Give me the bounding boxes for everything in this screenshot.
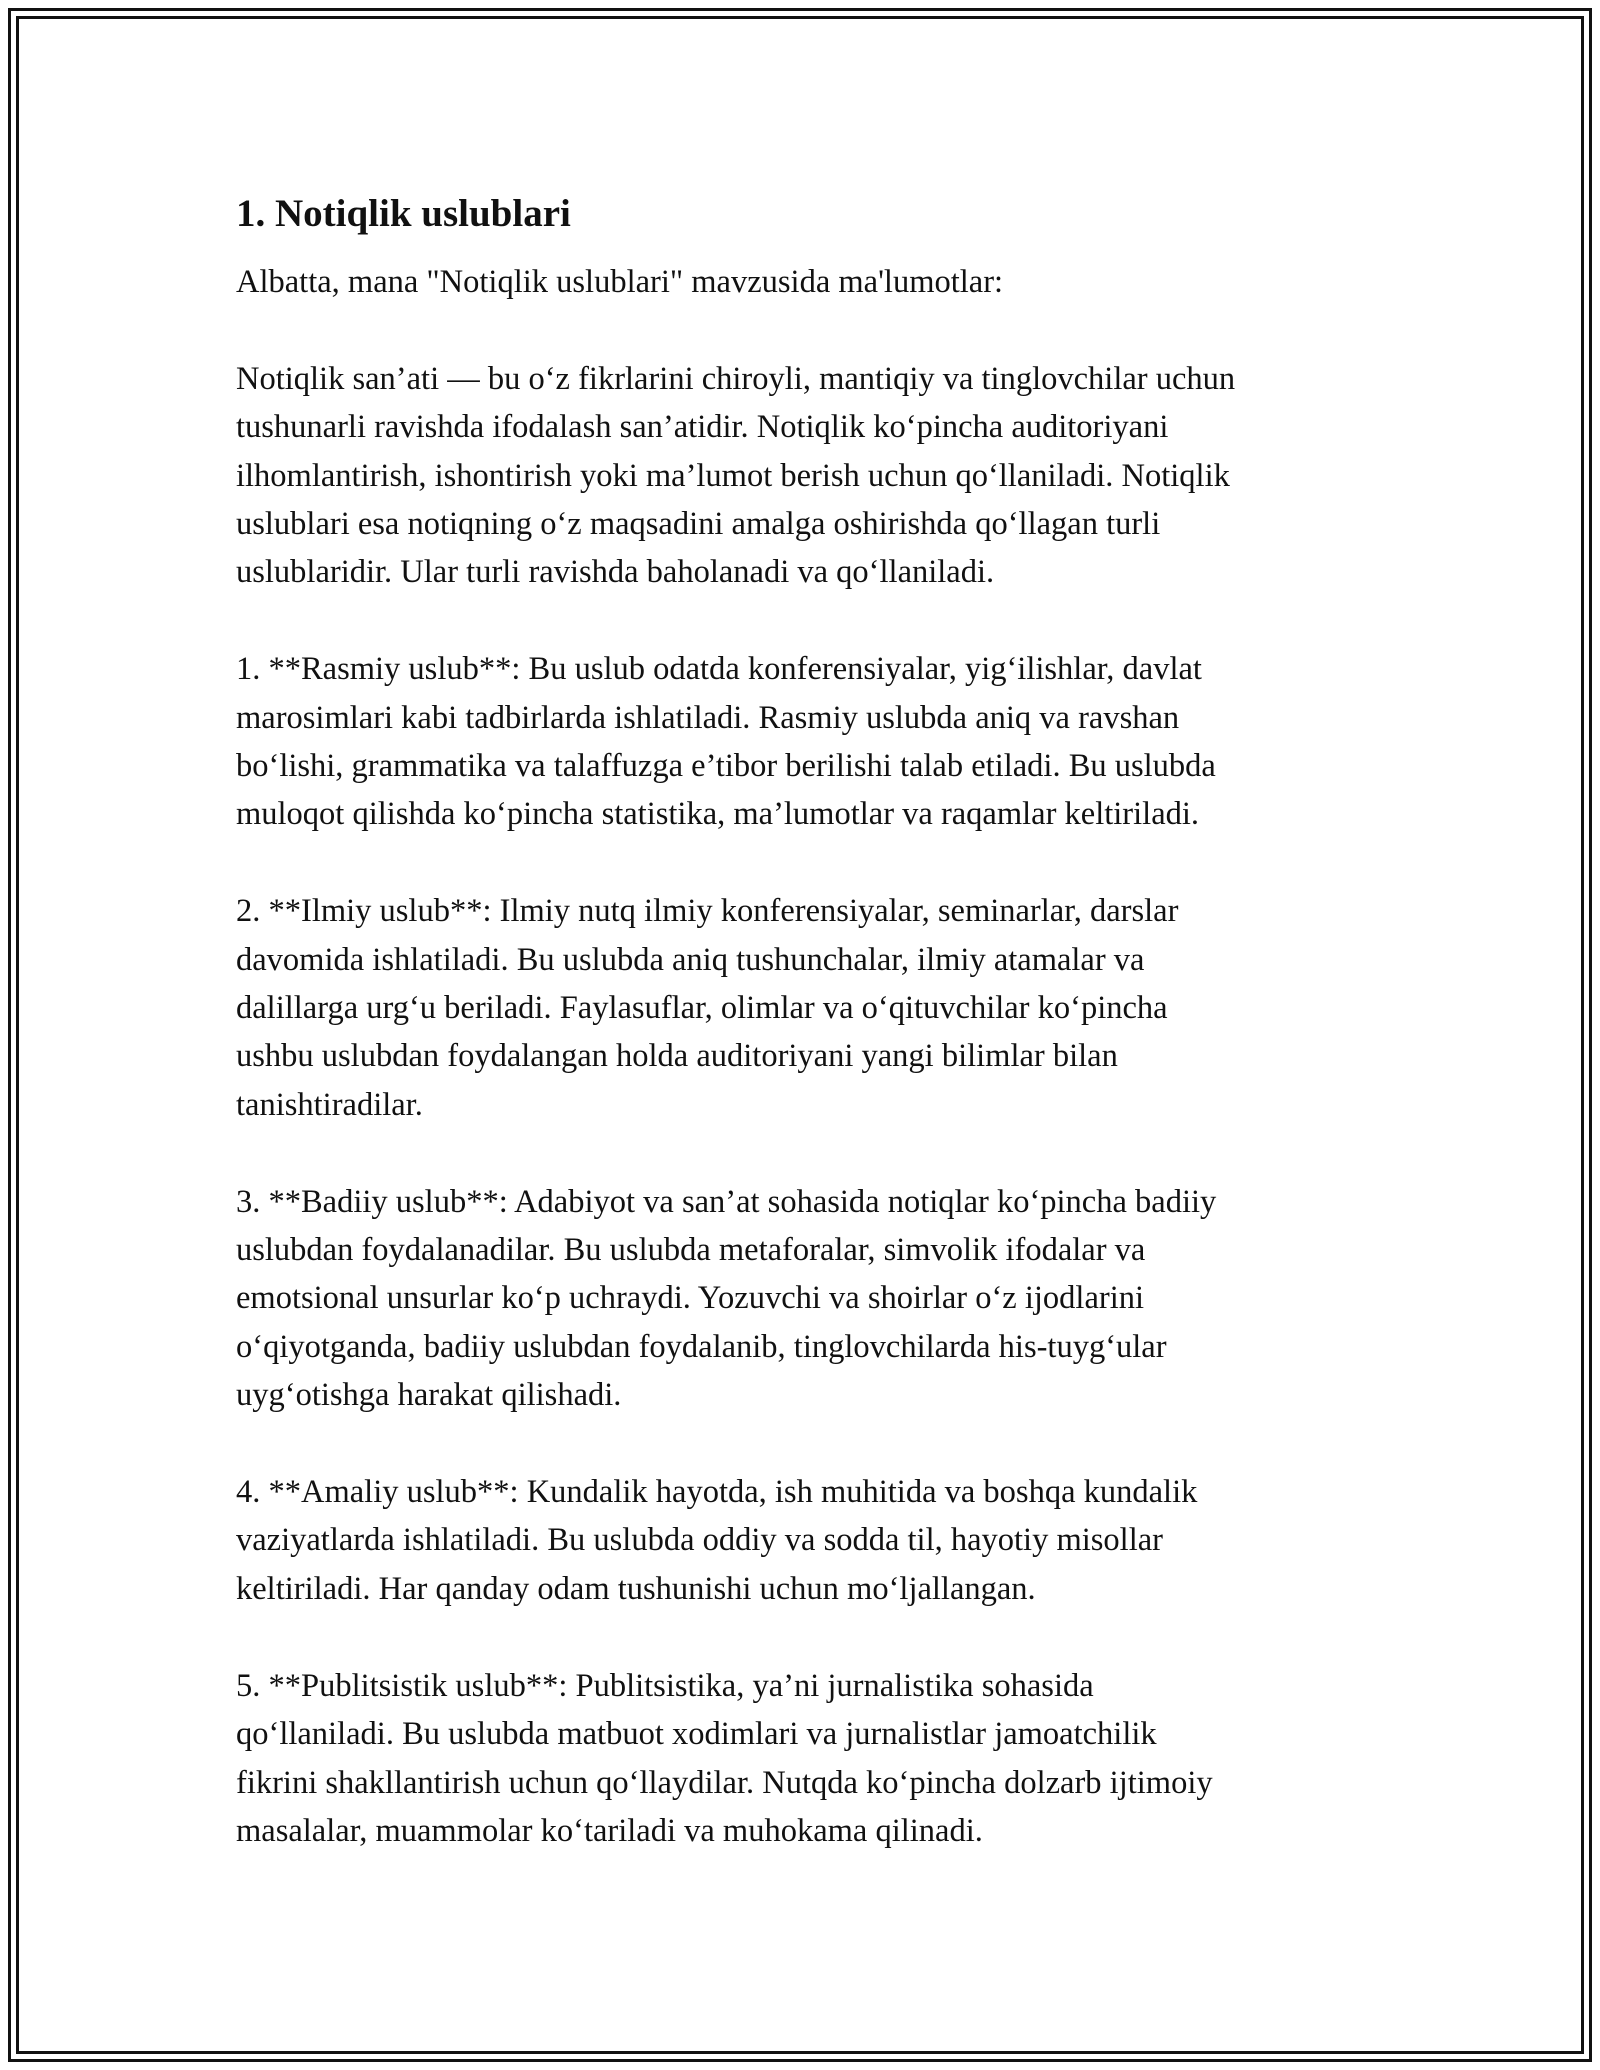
text-line: masalalar, muammolar ko‘tariladi va muhokama qilinadi. (236, 1812, 983, 1849)
text-line: tanishtiradilar. (236, 1086, 423, 1123)
text-line: keltiriladi. Har qanday odam tushunishi uchun mo‘ljallangan. (236, 1570, 1036, 1607)
body-paragraph (236, 355, 1386, 597)
text-line: 2. **Ilmiy uslub**: Ilmiy nutq ilmiy konferensiyalar, seminarlar, darslar (236, 893, 1179, 930)
document-body (236, 188, 1386, 1855)
paragraph-list (236, 258, 1386, 1855)
text-line: bo‘lishi, grammatika va talaffuzga e’tibor berilishi talab etiladi. Bu uslubda (236, 748, 1216, 785)
text-line: ilhomlantirish, ishontirish yoki ma’lumot berish uchun qo‘llaniladi. Notiqlik (236, 457, 1230, 494)
text-line: fikrini shakllantirish uchun qo‘llaydilar. Nutqda ko‘pincha dolzarb ijtimoiy (236, 1764, 1213, 1801)
text-line: o‘qiyotganda, badiiy uslubdan foydalanib, tinglovchilarda his-tuyg‘ular (236, 1328, 1167, 1365)
document-title: 1. Notiqlik uslublari (236, 192, 571, 235)
body-paragraph (236, 1662, 1386, 1856)
text-line: tushunarli ravishda ifodalash san’atidir. Notiqlik ko‘pincha auditoriyani (236, 409, 1169, 446)
text-line: 1. **Rasmiy uslub**: Bu uslub odatda konferensiyalar, yig‘ilishlar, davlat (236, 651, 1202, 688)
text-line: muloqot qilishda ko‘pincha statistika, ma’lumotlar va raqamlar keltiriladi. (236, 796, 1200, 833)
text-line: 4. **Amaliy uslub**: Kundalik hayotda, ish muhitida va boshqa kundalik (236, 1474, 1198, 1511)
body-paragraph (236, 887, 1386, 1129)
text-line: Notiqlik san’ati — bu o‘z fikrlarini chiroyli, mantiqiy va tinglovchilar uchun (236, 360, 1236, 397)
body-paragraph (236, 1178, 1386, 1420)
text-line: vaziyatlarda ishlatiladi. Bu uslubda oddiy va sodda til, hayotiy misollar (236, 1522, 1163, 1559)
text-line: 3. **Badiiy uslub**: Adabiyot va san’at sohasida notiqlar ko‘pincha badiiy (236, 1183, 1217, 1220)
intro-paragraph (236, 258, 1386, 306)
text-line: uslublaridir. Ular turli ravishda baholanadi va qo‘llaniladi. (236, 554, 995, 591)
text-line: davomida ishlatiladi. Bu uslubda aniq tushunchalar, ilmiy atamalar va (236, 941, 1145, 978)
text-line: ushbu uslubdan foydalangan holda auditoriyani yangi bilimlar bilan (236, 1038, 1118, 1075)
text-line: marosimlari kabi tadbirlarda ishlatiladi. Rasmiy uslubda aniq va ravshan (236, 699, 1180, 736)
text-line: dalillarga urg‘u beriladi. Faylasuflar, olimlar va o‘qituvchilar ko‘pincha (236, 990, 1168, 1027)
text-line: uyg‘otishga harakat qilishadi. (236, 1377, 622, 1414)
text-line: uslubdan foydalanadilar. Bu uslubda metaforalar, simvolik ifodalar va (236, 1232, 1146, 1269)
text-line: uslublari esa notiqning o‘z maqsadini amalga oshirishda qo‘llagan turli (236, 506, 1161, 543)
text-line: Albatta, mana "Notiqlik uslublari" mavzusida ma'lumotlar: (236, 264, 1004, 300)
text-line: emotsional unsurlar ko‘p uchraydi. Yozuvchi va shoirlar o‘z ijodlarini (236, 1280, 1145, 1317)
body-paragraph (236, 645, 1386, 839)
body-paragraph (236, 1468, 1386, 1613)
text-line: 5. **Publitsistik uslub**: Publitsistika, ya’ni jurnalistika sohasida (236, 1667, 1094, 1704)
text-line: qo‘llaniladi. Bu uslubda matbuot xodimlari va jurnalistlar jamoatchilik (236, 1716, 1157, 1753)
